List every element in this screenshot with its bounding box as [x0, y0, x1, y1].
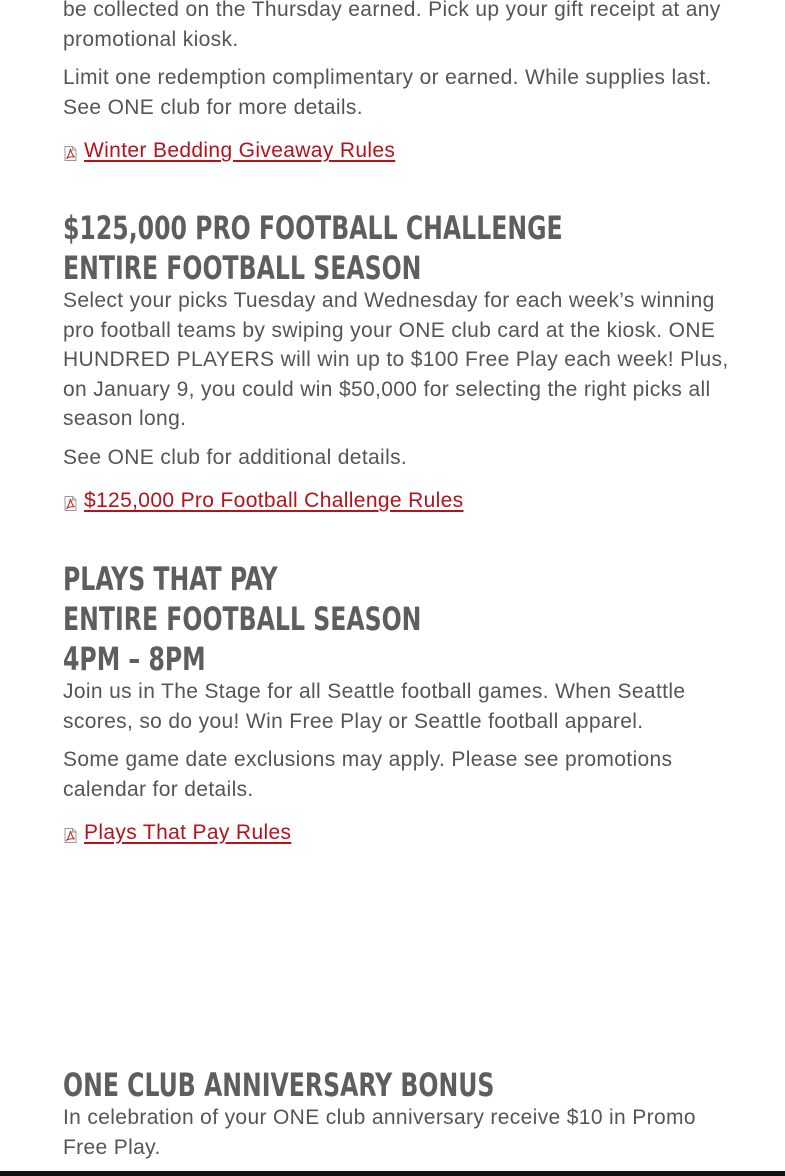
winter-bedding-rules-label: Winter Bedding Giveaway Rules: [84, 139, 396, 162]
football-challenge-rules-link[interactable]: [63, 487, 464, 515]
winter-paragraph-1: be collected on the Thursday earned. Pick up your gift receipt at any promotional kiosk.: [63, 0, 721, 51]
winter-paragraph-2: Limit one redemption complimentary or earned. While supplies last. See ONE club for more details.: [63, 66, 712, 119]
pdf-file-icon: [63, 496, 78, 511]
plays-that-pay-title: PLAYS THAT PAY: [63, 560, 278, 598]
football-challenge-heading: [63, 208, 637, 288]
pdf-file-icon: [63, 828, 78, 843]
football-challenge-paragraph-1: Select your picks Tuesday and Wednesday for each week’s winning pro football teams by swiping your ONE club card at the kiosk. ONE HUNDRED PLAYERS will win up to $100 Free Play each week! Plus, on January 9, you could win $50,000 for selecting the right picks all season long.: [63, 289, 729, 430]
plays-that-pay-time: 4PM – 8PM: [63, 640, 206, 678]
football-challenge-rules-label: $125,000 Pro Football Challenge Rules: [84, 489, 464, 512]
plays-that-pay-paragraph-2: Some game date exclusions may apply. Please see promotions calendar for details.: [63, 748, 673, 801]
plays-that-pay-rules-link[interactable]: [63, 819, 291, 847]
football-challenge-paragraph-2: See ONE club for additional details.: [63, 446, 408, 469]
plays-that-pay-subtitle: ENTIRE FOOTBALL SEASON: [63, 600, 422, 638]
anniversary-heading: [63, 1065, 637, 1105]
football-challenge-title: $125,000 PRO FOOTBALL CHALLENGE: [63, 209, 563, 247]
pdf-file-icon: [63, 146, 78, 161]
football-challenge-subtitle: ENTIRE FOOTBALL SEASON: [63, 249, 422, 287]
plays-that-pay-rules-label: Plays That Pay Rules: [84, 821, 292, 844]
winter-bedding-rules-link[interactable]: [63, 137, 395, 165]
plays-that-pay-paragraph-1: Join us in The Stage for all Seattle football games. When Seattle scores, so do you! Win Free Play or Seattle football apparel.: [63, 680, 686, 733]
anniversary-title: ONE CLUB ANNIVERSARY BONUS: [63, 1066, 495, 1104]
anniversary-paragraph-1: In celebration of your ONE club anniversary receive $10 in Promo Free Play.: [63, 1106, 696, 1159]
bottom-bar: [0, 1171, 785, 1176]
plays-that-pay-heading: [63, 559, 637, 679]
